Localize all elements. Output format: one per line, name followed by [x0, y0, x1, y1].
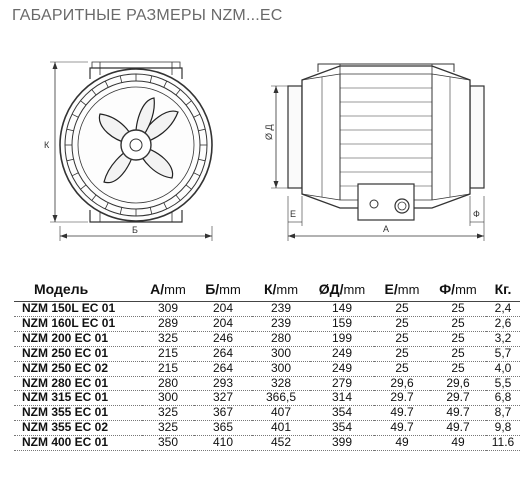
- side-view: [271, 64, 484, 241]
- value-cell: 279: [310, 376, 374, 391]
- value-cell: 215: [142, 346, 194, 361]
- column-header-unit: mm: [276, 282, 299, 297]
- column-header-name: Е/: [384, 281, 398, 297]
- value-cell: 25: [374, 302, 430, 317]
- dim-label-e: Е: [290, 209, 297, 219]
- value-cell: 293: [194, 376, 252, 391]
- value-cell: 300: [252, 361, 310, 376]
- column-header-name: Ф/: [439, 281, 456, 297]
- value-cell: 401: [252, 421, 310, 436]
- table-row: [14, 361, 520, 376]
- column-header-unit: mm: [219, 282, 241, 297]
- value-cell: 300: [142, 391, 194, 406]
- value-cell: 246: [194, 331, 252, 346]
- page-title: ГАБАРИТНЫЕ РАЗМЕРЫ NZM...EC: [12, 7, 283, 24]
- dim-label-length: А: [383, 224, 390, 234]
- column-header-name: А/: [150, 281, 165, 297]
- value-cell: 25: [430, 346, 486, 361]
- dimensions-table: [14, 281, 520, 451]
- value-cell: 300: [252, 346, 310, 361]
- value-cell: 314: [310, 391, 374, 406]
- value-cell: 29,6: [374, 376, 430, 391]
- model-cell: NZM 250 EC 02: [14, 361, 142, 376]
- value-cell: 25: [430, 331, 486, 346]
- table-row: [14, 302, 520, 317]
- value-cell: 5,7: [486, 346, 520, 361]
- value-cell: 25: [430, 302, 486, 317]
- value-cell: 327: [194, 391, 252, 406]
- value-cell: 249: [310, 346, 374, 361]
- value-cell: 354: [310, 421, 374, 436]
- value-cell: 49.7: [374, 406, 430, 421]
- value-cell: 309: [142, 302, 194, 317]
- value-cell: 2,6: [486, 316, 520, 331]
- value-cell: 8,7: [486, 406, 520, 421]
- value-cell: 149: [310, 302, 374, 317]
- value-cell: 239: [252, 316, 310, 331]
- column-header-unit: mm: [343, 282, 366, 297]
- value-cell: 325: [142, 406, 194, 421]
- column-header: [142, 281, 194, 302]
- column-header: [486, 281, 520, 302]
- value-cell: 199: [310, 331, 374, 346]
- value-cell: 289: [142, 316, 194, 331]
- value-cell: 25: [430, 316, 486, 331]
- value-cell: 239: [252, 302, 310, 317]
- value-cell: 49: [430, 436, 486, 451]
- value-cell: 399: [310, 436, 374, 451]
- value-cell: 29.7: [374, 391, 430, 406]
- value-cell: 325: [142, 421, 194, 436]
- model-cell: NZM 280 EC 01: [14, 376, 142, 391]
- model-cell: NZM 150L EC 01: [14, 302, 142, 317]
- value-cell: 49.7: [430, 406, 486, 421]
- dim-label-height: К: [44, 140, 50, 150]
- value-cell: 4,0: [486, 361, 520, 376]
- table-row: [14, 346, 520, 361]
- table-row: [14, 421, 520, 436]
- value-cell: 9,8: [486, 421, 520, 436]
- column-header: [310, 281, 374, 302]
- value-cell: 49.7: [430, 421, 486, 436]
- table-row: [14, 376, 520, 391]
- table-body: [14, 302, 520, 451]
- column-header: [194, 281, 252, 302]
- table-row: [14, 331, 520, 346]
- model-cell: NZM 315 EC 01: [14, 391, 142, 406]
- dim-label-phi: Ф: [473, 209, 480, 219]
- table-row: [14, 436, 520, 451]
- table-row: [14, 316, 520, 331]
- value-cell: 328: [252, 376, 310, 391]
- value-cell: 25: [374, 346, 430, 361]
- model-cell: NZM 250 EC 01: [14, 346, 142, 361]
- value-cell: 204: [194, 316, 252, 331]
- value-cell: 325: [142, 331, 194, 346]
- value-cell: 6,8: [486, 391, 520, 406]
- table-row: [14, 406, 520, 421]
- value-cell: 25: [430, 361, 486, 376]
- model-cell: NZM 355 EC 01: [14, 406, 142, 421]
- value-cell: 25: [374, 331, 430, 346]
- column-header-name: К/: [263, 281, 277, 297]
- value-cell: 280: [252, 331, 310, 346]
- column-header-name: Модель: [34, 281, 89, 297]
- value-cell: 264: [194, 361, 252, 376]
- value-cell: 264: [194, 346, 252, 361]
- column-header-unit: mm: [397, 282, 420, 297]
- column-header-name: ØД/: [318, 281, 344, 297]
- column-header: [430, 281, 486, 302]
- column-header-unit: mm: [164, 282, 186, 297]
- value-cell: 367: [194, 406, 252, 421]
- model-cell: NZM 355 EC 02: [14, 421, 142, 436]
- value-cell: 25: [374, 316, 430, 331]
- value-cell: 5,5: [486, 376, 520, 391]
- value-cell: 29.7: [430, 391, 486, 406]
- value-cell: 204: [194, 302, 252, 317]
- model-cell: NZM 160L EC 01: [14, 316, 142, 331]
- value-cell: 3,2: [486, 331, 520, 346]
- value-cell: 452: [252, 436, 310, 451]
- value-cell: 11.6: [486, 436, 520, 451]
- value-cell: 249: [310, 361, 374, 376]
- value-cell: 2,4: [486, 302, 520, 317]
- table-row: [14, 391, 520, 406]
- value-cell: 280: [142, 376, 194, 391]
- value-cell: 407: [252, 406, 310, 421]
- value-cell: 350: [142, 436, 194, 451]
- value-cell: 49.7: [374, 421, 430, 436]
- front-view: [50, 62, 212, 241]
- value-cell: 365: [194, 421, 252, 436]
- column-header-unit: mm: [455, 282, 477, 297]
- value-cell: 215: [142, 361, 194, 376]
- column-header-name: Б/: [205, 281, 220, 297]
- column-header: [374, 281, 430, 302]
- value-cell: 49: [374, 436, 430, 451]
- model-cell: NZM 400 EC 01: [14, 436, 142, 451]
- value-cell: 159: [310, 316, 374, 331]
- value-cell: 29,6: [430, 376, 486, 391]
- column-header: [252, 281, 310, 302]
- model-cell: NZM 200 EC 01: [14, 331, 142, 346]
- column-header: [14, 281, 142, 302]
- dim-label-diameter: Ø Д: [264, 124, 274, 140]
- value-cell: 366,5: [252, 391, 310, 406]
- dim-label-width: Б: [132, 225, 138, 235]
- value-cell: 410: [194, 436, 252, 451]
- table-header-row: [14, 281, 520, 302]
- column-header-name: Кг.: [494, 281, 512, 297]
- value-cell: 25: [374, 361, 430, 376]
- value-cell: 354: [310, 406, 374, 421]
